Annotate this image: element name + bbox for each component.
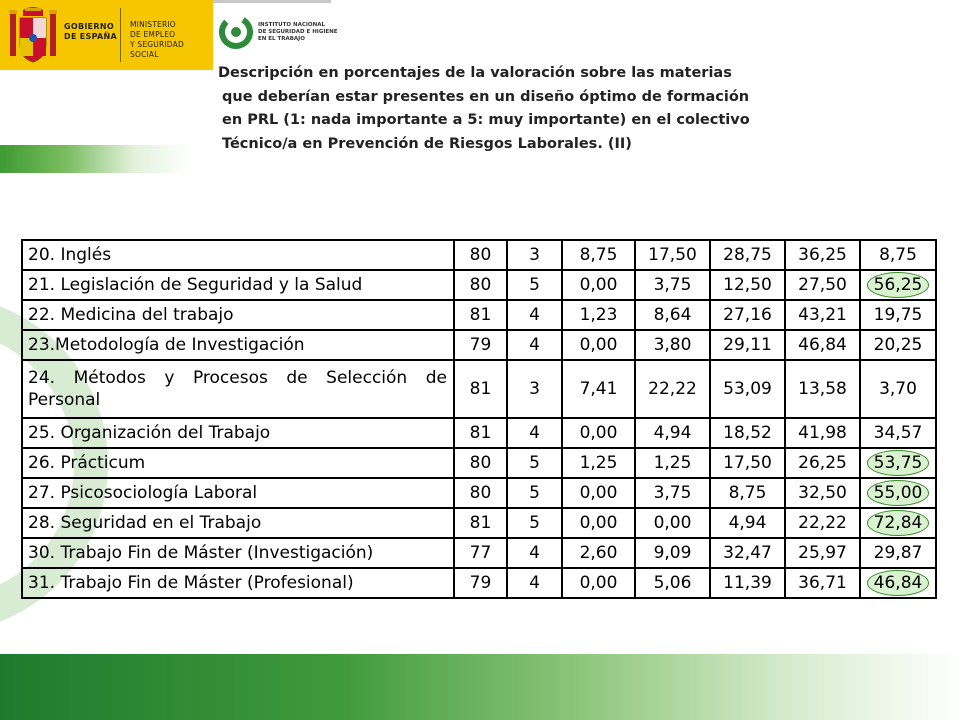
title-line: Técnico/a en Prevención de Riesgos Laborales. (II) <box>222 135 632 152</box>
table-row <box>22 300 936 330</box>
highlight-oval: 55,00 <box>867 480 930 506</box>
row-subject-line: 24. Métodos y Procesos de Selección de <box>28 368 447 388</box>
insht-logo-icon <box>218 14 254 50</box>
cell-pct-5 <box>860 270 936 300</box>
cell-pct-1: 1,23 <box>562 300 635 330</box>
cell-pct-2: 0,00 <box>635 508 710 538</box>
cell-pct-5: 20,25 <box>860 330 936 360</box>
logo-divider <box>120 8 121 62</box>
cell-mode: 3 <box>507 240 562 270</box>
table-row <box>22 538 936 568</box>
table-row <box>22 360 936 418</box>
cell-pct-3: 4,94 <box>710 508 785 538</box>
table-row <box>22 568 936 598</box>
row-subject: 25. Organización del Trabajo <box>22 418 454 448</box>
ministerio-text: MINISTERIO DE EMPLEO Y SEGURIDAD SOCIAL <box>130 20 184 59</box>
cell-n: 81 <box>454 300 507 330</box>
cell-mode: 5 <box>507 270 562 300</box>
valoracion-table <box>21 239 937 599</box>
cell-pct-1: 0,00 <box>562 508 635 538</box>
cell-pct-5 <box>860 448 936 478</box>
cell-n: 79 <box>454 568 507 598</box>
cell-n: 81 <box>454 418 507 448</box>
cell-pct-2: 8,64 <box>635 300 710 330</box>
cell-pct-5: 29,87 <box>860 538 936 568</box>
cell-pct-4: 25,97 <box>785 538 860 568</box>
cell-pct-1: 7,41 <box>562 360 635 418</box>
cell-pct-2: 5,06 <box>635 568 710 598</box>
cell-pct-5: 19,75 <box>860 300 936 330</box>
highlight-oval: 53,75 <box>867 450 930 476</box>
cell-mode: 4 <box>507 568 562 598</box>
cell-n: 81 <box>454 360 507 418</box>
row-subject: 20. Inglés <box>22 240 454 270</box>
decorative-stripe <box>0 145 190 173</box>
cell-pct-3: 17,50 <box>710 448 785 478</box>
cell-pct-5: 8,75 <box>860 240 936 270</box>
row-subject: 26. Prácticum <box>22 448 454 478</box>
cell-pct-3: 28,75 <box>710 240 785 270</box>
cell-pct-2: 1,25 <box>635 448 710 478</box>
highlight-oval: 56,25 <box>867 272 930 298</box>
cell-pct-5: 3,70 <box>860 360 936 418</box>
cell-pct-2: 4,94 <box>635 418 710 448</box>
cell-pct-2: 3,80 <box>635 330 710 360</box>
table-row <box>22 330 936 360</box>
cell-pct-1: 8,75 <box>562 240 635 270</box>
cell-mode: 5 <box>507 448 562 478</box>
table-row <box>22 508 936 538</box>
cell-mode: 3 <box>507 360 562 418</box>
cell-pct-2: 3,75 <box>635 478 710 508</box>
row-subject: 21. Legislación de Seguridad y la Salud <box>22 270 454 300</box>
cell-pct-1: 1,25 <box>562 448 635 478</box>
row-subject: 22. Medicina del trabajo <box>22 300 454 330</box>
cell-mode: 4 <box>507 300 562 330</box>
row-subject: 30. Trabajo Fin de Máster (Investigación) <box>22 538 454 568</box>
cell-n: 80 <box>454 270 507 300</box>
cell-pct-3: 32,47 <box>710 538 785 568</box>
title-line: que deberían estar presentes en un diseño óptimo de formación <box>222 88 750 105</box>
cell-pct-3: 29,11 <box>710 330 785 360</box>
table-row <box>22 478 936 508</box>
coat-of-arms-icon <box>8 6 58 64</box>
cell-pct-4: 22,22 <box>785 508 860 538</box>
cell-pct-4: 41,98 <box>785 418 860 448</box>
row-subject: 27. Psicosociología Laboral <box>22 478 454 508</box>
cell-n: 80 <box>454 448 507 478</box>
gobierno-text: GOBIERNO DE ESPAÑA <box>64 22 118 41</box>
cell-pct-4: 36,71 <box>785 568 860 598</box>
cell-pct-2: 17,50 <box>635 240 710 270</box>
cell-pct-3: 53,09 <box>710 360 785 418</box>
cell-mode: 4 <box>507 418 562 448</box>
table-row <box>22 240 936 270</box>
row-subject: 31. Trabajo Fin de Máster (Profesional) <box>22 568 454 598</box>
table-row <box>22 448 936 478</box>
row-subject: 23.Metodología de Investigación <box>22 330 454 360</box>
cell-pct-3: 18,52 <box>710 418 785 448</box>
cell-pct-3: 11,39 <box>710 568 785 598</box>
cell-mode: 5 <box>507 508 562 538</box>
insht-text: INSTITUTO NACIONAL DE SEGURIDAD E HIGIENE EN EL TRABAJO <box>258 22 338 42</box>
cell-pct-1: 0,00 <box>562 568 635 598</box>
cell-pct-4: 46,84 <box>785 330 860 360</box>
cell-n: 79 <box>454 330 507 360</box>
title-line: Descripción en porcentajes de la valoración sobre las materias <box>218 65 732 81</box>
row-subject: 28. Seguridad en el Trabajo <box>22 508 454 538</box>
cell-n: 81 <box>454 508 507 538</box>
cell-pct-2: 3,75 <box>635 270 710 300</box>
cell-pct-3: 27,16 <box>710 300 785 330</box>
cell-pct-1: 0,00 <box>562 418 635 448</box>
cell-n: 77 <box>454 538 507 568</box>
cell-pct-4: 26,25 <box>785 448 860 478</box>
cell-n: 80 <box>454 240 507 270</box>
cell-n: 80 <box>454 478 507 508</box>
highlight-oval: 72,84 <box>867 510 930 536</box>
row-subject-line: Personal <box>28 390 101 410</box>
cell-pct-1: 2,60 <box>562 538 635 568</box>
cell-pct-4: 13,58 <box>785 360 860 418</box>
cell-pct-1: 0,00 <box>562 270 635 300</box>
cell-pct-5 <box>860 508 936 538</box>
row-subject <box>22 360 454 418</box>
cell-pct-1: 0,00 <box>562 478 635 508</box>
cell-pct-4: 36,25 <box>785 240 860 270</box>
gobierno-logo-block <box>0 0 213 70</box>
cell-pct-5: 34,57 <box>860 418 936 448</box>
cell-pct-1: 0,00 <box>562 330 635 360</box>
header-rule <box>213 0 331 3</box>
table-row <box>22 418 936 448</box>
cell-mode: 4 <box>507 538 562 568</box>
cell-pct-4: 43,21 <box>785 300 860 330</box>
cell-pct-5 <box>860 478 936 508</box>
cell-pct-3: 8,75 <box>710 478 785 508</box>
title-line: en PRL (1: nada importante a 5: muy importante) en el colectivo <box>222 112 750 128</box>
cell-mode: 5 <box>507 478 562 508</box>
cell-pct-2: 9,09 <box>635 538 710 568</box>
cell-mode: 4 <box>507 330 562 360</box>
cell-pct-4: 27,50 <box>785 270 860 300</box>
highlight-oval: 46,84 <box>867 570 930 596</box>
cell-pct-3: 12,50 <box>710 270 785 300</box>
cell-pct-2: 22,22 <box>635 360 710 418</box>
cell-pct-4: 32,50 <box>785 478 860 508</box>
cell-pct-5 <box>860 568 936 598</box>
page-title <box>218 62 838 156</box>
footer-band <box>0 654 960 720</box>
table-row <box>22 270 936 300</box>
